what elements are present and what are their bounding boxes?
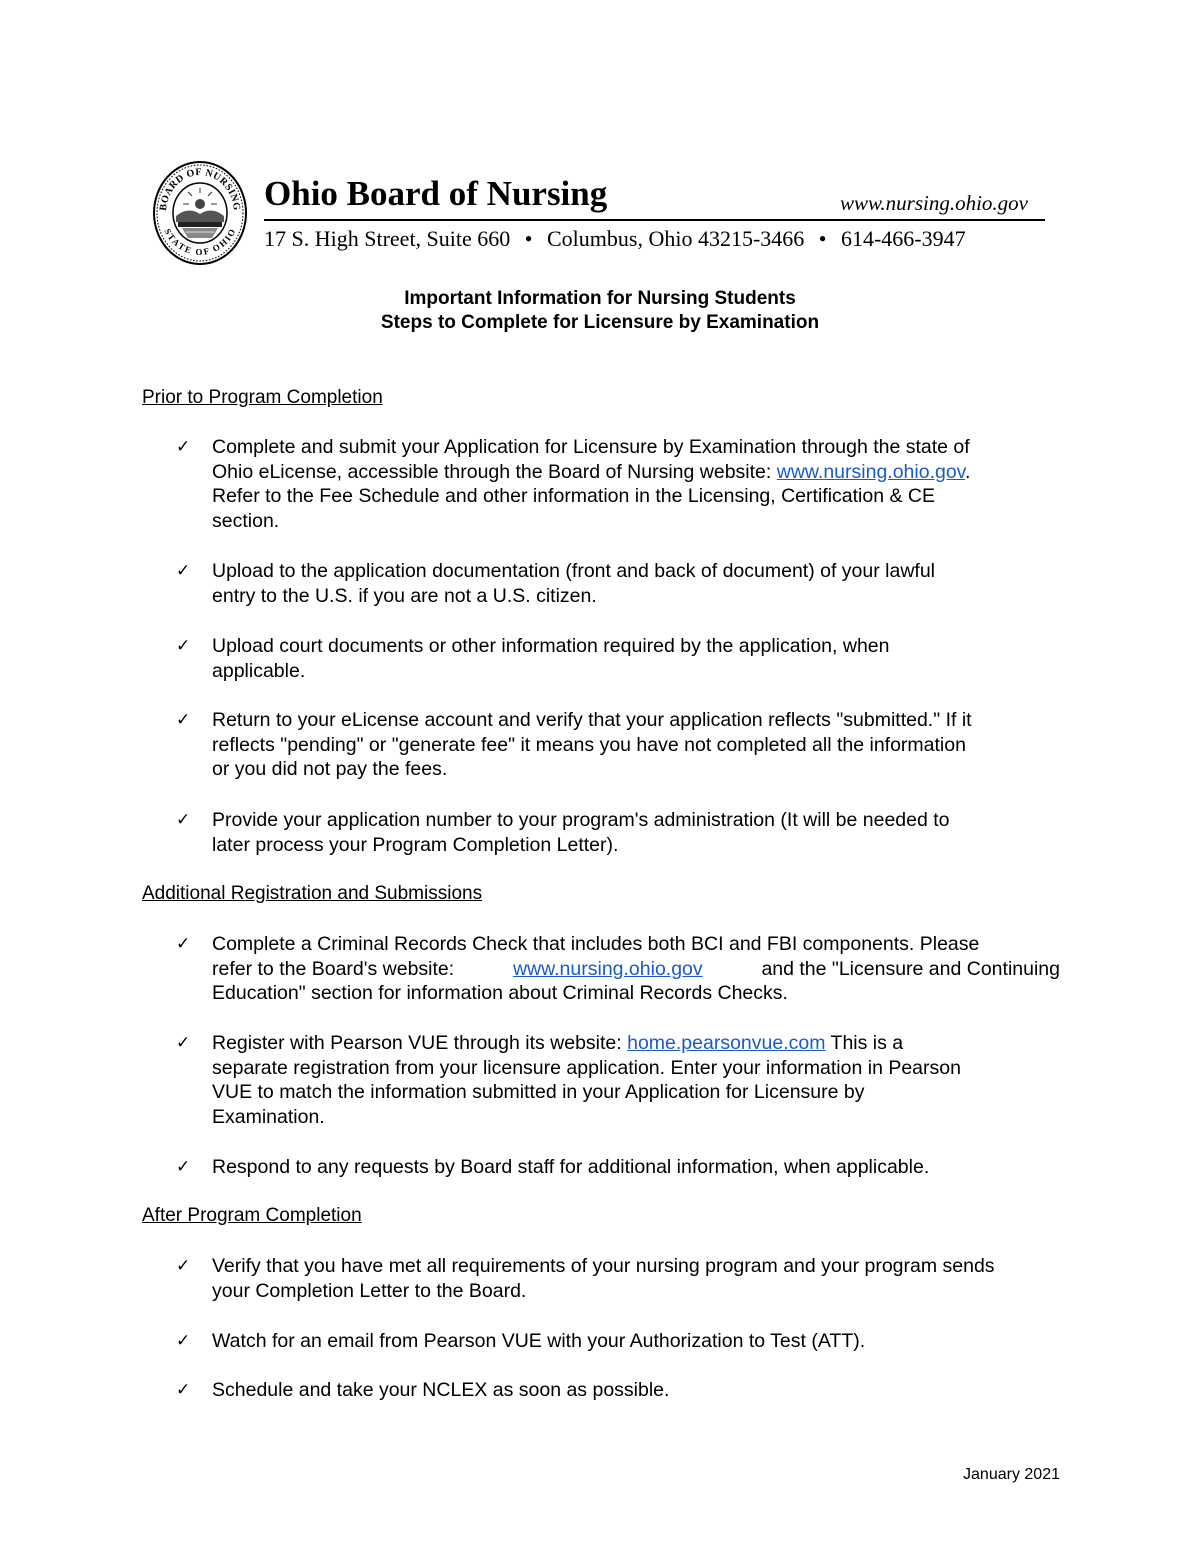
item-text-line: your Completion Letter to the Board. [212,1279,527,1302]
checkmark-icon: ✓ [176,1331,191,1351]
item-text-line: Refer to the Fee Schedule and other information in the Licensing, Certification & CE [212,485,935,507]
address-city: Columbus, Ohio 43215-3466 [546,226,805,251]
checkmark-icon: ✓ [176,1256,191,1276]
organization-address [264,228,966,250]
separator-bullet: • [818,226,827,251]
checklist-item [176,1254,1060,1303]
checklist-item [176,1329,1060,1354]
item-text-line: Complete a Criminal Records Check that includes both BCI and FBI components. Please [212,933,980,955]
checkmark-icon: ✓ [176,710,191,730]
item-text-line: VUE to match the information submitted in your Application for Licensure by [212,1081,865,1103]
checkmark-icon: ✓ [176,561,191,581]
document-title: Important Information for Nursing Students [404,288,796,309]
address-street: 17 S. High Street, Suite 660 [264,226,511,251]
checkmark-icon: ✓ [176,636,191,656]
item-text-line: Upload court documents or other information required by the application, when [212,635,890,657]
checkmark-icon: ✓ [176,1380,191,1400]
checklist-item [176,1155,1060,1180]
checklist-item [176,1031,1060,1129]
item-text-line: applicable. [212,659,306,682]
board-website-link[interactable]: www.nursing.ohio.gov [776,460,965,483]
phone-number: 614-466-3947 [840,226,966,251]
checklist-item [176,932,1060,1006]
item-text-line: Upload to the application documentation (front and back of document) of your lawful [212,560,936,582]
svg-text:BOARD OF NURSING: BOARD OF NURSING [157,166,243,212]
item-text-line: reflects "pending" or "generate fee" it means you have not completed all the information [212,733,966,756]
checkmark-icon: ✓ [176,934,191,954]
section-heading-prior-to-program-completion: Prior to Program Completion [142,387,383,408]
checklist-item [176,559,1060,608]
item-text-line: refer to the Board's website: www.nursing.ohio.gov and the "Licensure and Continuing [212,957,1060,980]
item-text-line: Schedule and take your NCLEX as soon as possible. [212,1379,670,1401]
checkmark-icon: ✓ [176,1033,191,1053]
item-text-line: or you did not pay the fees. [212,758,448,780]
checkmark-icon: ✓ [176,437,191,457]
checkmark-icon: ✓ [176,1157,191,1177]
item-text-line: Return to your eLicense account and verify that your application reflects "submitted." If it [212,709,972,731]
document-date: January 2021 [963,1466,1060,1483]
item-text-line: Respond to any requests by Board staff for additional information, when applicable. [212,1156,930,1178]
pearson-vue-link[interactable]: home.pearsonvue.com [627,1032,826,1054]
board-website-link[interactable]: www.nursing.ohio.gov [512,957,703,980]
item-text-line: Provide your application number to your program's administration (It will be needed to [212,809,950,831]
document-subtitle: Steps to Complete for Licensure by Examination [380,312,820,333]
checklist-item [176,435,1060,533]
section-heading-additional-registration: Additional Registration and Submissions [142,883,483,904]
item-text-line: Examination. [212,1105,325,1128]
item-text-line: Complete and submit your Application for Licensure by Examination through the state of [212,436,970,458]
item-text-line: Ohio eLicense, accessible through the Board of Nursing website: www.nursing.ohio.gov. [212,460,971,483]
checklist-item [176,1378,1060,1403]
checklist-item [176,634,1060,683]
item-text-line: section. [212,509,280,532]
item-text-line: later process your Program Completion Letter). [212,833,619,856]
checkmark-icon: ✓ [176,810,191,830]
item-text-line: entry to the U.S. if you are not a U.S. citizen. [212,584,597,607]
checklist-item [176,708,1060,782]
organization-name: Ohio Board of Nursing [264,174,608,213]
item-text-line: Education" section for information about Criminal Records Checks. [212,982,788,1004]
separator-bullet: • [524,226,533,251]
header-divider [264,219,1045,221]
checklist-item [176,808,1060,857]
svg-text:STATE OF OHIO: STATE OF OHIO [162,226,238,258]
item-text-line: Verify that you have met all requirements of your nursing program and your program sends [212,1255,995,1277]
section-heading-after-program-completion: After Program Completion [142,1205,362,1226]
item-text-line: Register with Pearson VUE through its website: home.pearsonvue.com This is a [212,1032,904,1054]
board-of-nursing-seal [152,160,248,266]
item-text-line: Watch for an email from Pearson VUE with your Authorization to Test (ATT). [212,1330,866,1352]
header-website: www.nursing.ohio.gov [839,191,1028,215]
seal-emblem-icon [176,188,224,238]
item-text-line: separate registration from your licensure application. Enter your information in Pearson [212,1056,961,1079]
